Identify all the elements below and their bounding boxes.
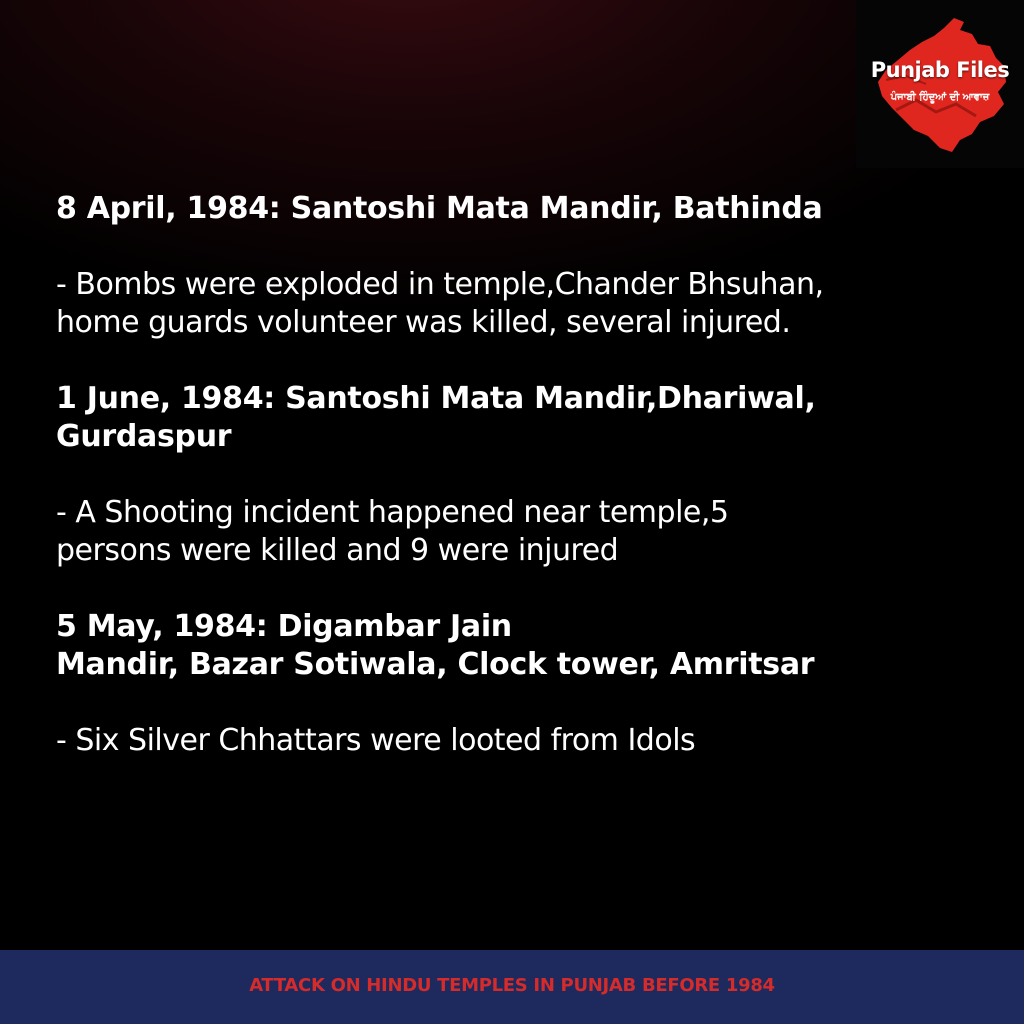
- entry-description: home guards volunteer was killed, several injured.: [56, 305, 791, 340]
- punjab-map-icon: [856, 0, 1024, 168]
- entry-heading: 1 June, 1984: Santoshi Mata Mandir,Dhariwal,: [56, 381, 816, 416]
- entry-heading: Mandir, Bazar Sotiwala, Clock tower, Amritsar: [56, 647, 815, 682]
- punjab-files-logo: [856, 0, 1024, 168]
- entry-heading: 5 May, 1984: Digambar Jain: [56, 609, 512, 644]
- entry-description: persons were killed and 9 were injured: [56, 533, 619, 568]
- footer-title: ATTACK ON HINDU TEMPLES IN PUNJAB BEFORE 1984: [249, 975, 775, 996]
- footer-banner: [0, 950, 1024, 1024]
- timeline-content: [56, 190, 956, 760]
- entry-2: [56, 380, 956, 570]
- entry-description: - A Shooting incident happened near temple,5: [56, 495, 729, 530]
- logo-subtitle: ਪੰਜਾਬੀ ਹਿੰਦੂਆਂ ਦੀ ਆਵਾਜ਼: [890, 92, 990, 103]
- entry-heading: Gurdaspur: [56, 419, 232, 454]
- entry-heading: 8 April, 1984: Santoshi Mata Mandir, Bathinda: [56, 191, 823, 226]
- logo-title: Punjab Files: [870, 58, 1010, 82]
- entry-description: - Six Silver Chhattars were looted from Idols: [56, 723, 696, 758]
- entry-description: - Bombs were exploded in temple,Chander Bhsuhan,: [56, 267, 824, 302]
- entry-1: [56, 190, 956, 342]
- entry-3: [56, 608, 956, 760]
